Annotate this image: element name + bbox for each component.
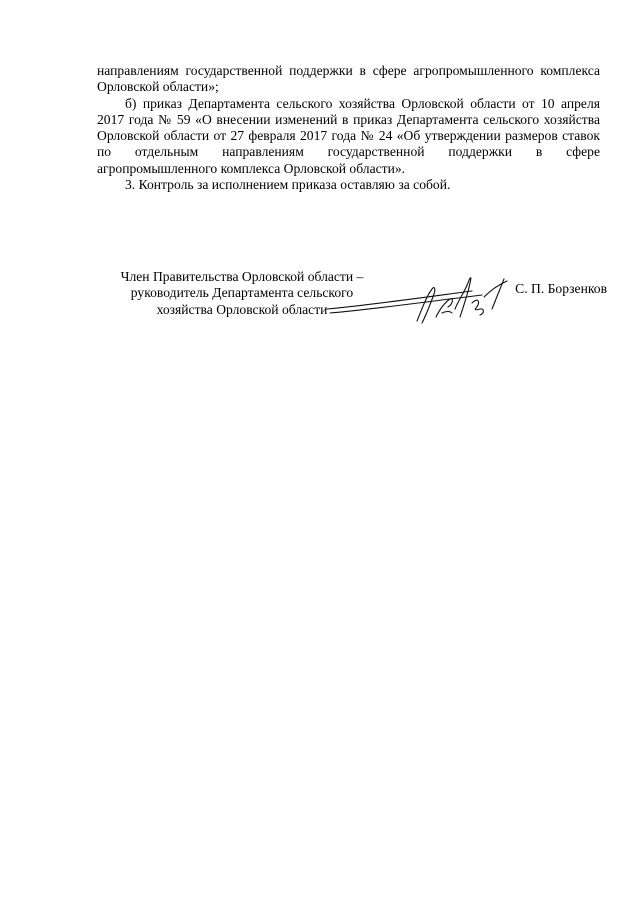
handwritten-signature xyxy=(322,269,512,329)
document-body xyxy=(97,63,600,193)
signatory-name: С. П. Борзенков xyxy=(515,281,607,296)
signatory-title-line: руководитель Департамента сельского xyxy=(130,285,354,301)
paragraph-item-3: 3. Контроль за исполнением приказа оставляю за собой. xyxy=(125,177,451,193)
signatory-title-line: Член Правительства Орловской области – xyxy=(120,269,364,284)
signature-block xyxy=(97,269,607,329)
paragraph-continuation: направлениям государственной поддержки в сфере агропромышленного комплекса Орловской области»; xyxy=(97,63,600,95)
signatory-title-line: хозяйства Орловской области xyxy=(156,301,328,317)
paragraph-item-b: б) приказ Департамента сельского хозяйства Орловской области от 10 апреля 2017 года № 59 «О внесении изменений в приказ Департамента сельского хозяйства Орловской области от 27 февраля 2017 года № 24 «Об утверждении размеров ставок по отдельным направлениям государственной поддержки в сфере агропромышленного комплекса Орловской области». xyxy=(97,95,600,176)
